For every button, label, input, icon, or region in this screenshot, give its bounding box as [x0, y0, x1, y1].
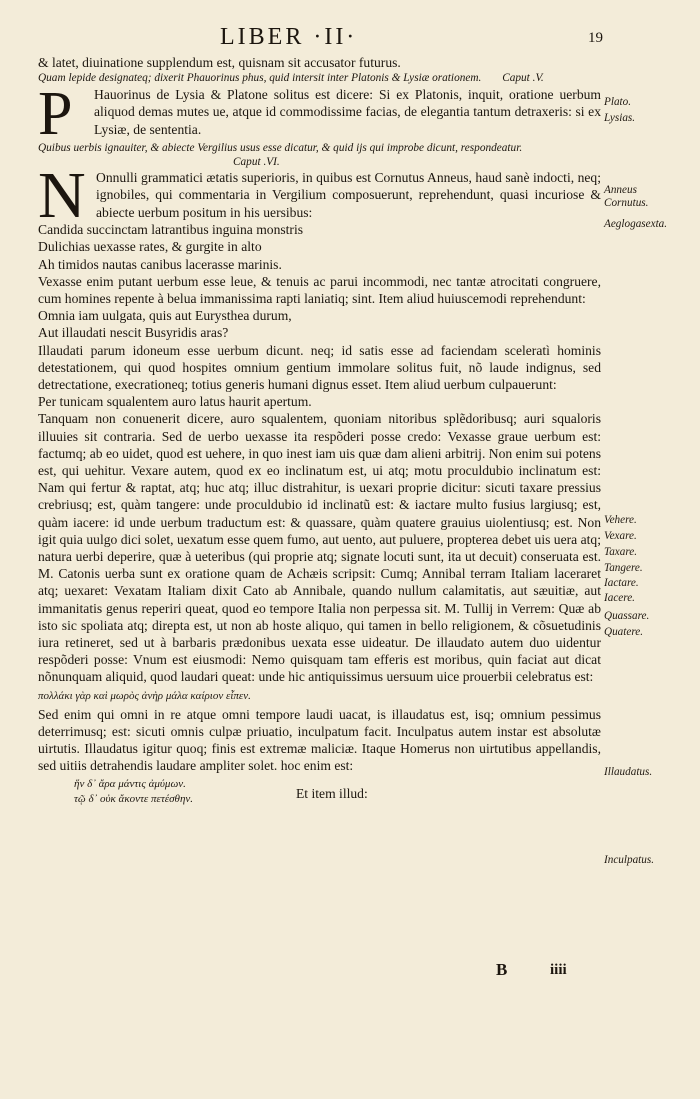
chapter-heading-text: Quibus uerbis ignauiter, & abiecte Vergilius usus esse dicatur, & quid ijs qui improbe dicunt, respondeatur. [38, 142, 523, 155]
greek-verse: ἥν δ᾽ ἄρα μάντις ἀμύμων. [74, 777, 186, 790]
margin-note: Quatere. [604, 626, 644, 638]
paragraph-text: Onnulli grammatici ætatis superioris, in quibus est Cornutus Anneus, haud sanè indocti, neq; ignobiles, qui commentaria in Vergilium composuerunt, reprehendunt, quasi incuriose & abiecte uerbum positum in his uersibus: [96, 170, 601, 220]
chapter-heading [38, 141, 601, 169]
chapter-heading-text: Quam lepide designateq; dixerit Phauorinus phus, quid intersit inter Platonis & Lysiæ orationem. [38, 72, 482, 85]
greek-quotations [74, 777, 193, 807]
chapter-number: Caput .V. [502, 72, 544, 85]
greek-verse: πολλάκι γὰρ καὶ μωρὸς ἀνὴρ μάλα καίριον εἶπεν. [38, 689, 251, 702]
margin-note: Tangere. [604, 562, 643, 574]
margin-note: Vexare. [604, 530, 637, 542]
margin-note: Illaudatus. [604, 766, 653, 778]
margin-note: Plato. [604, 96, 632, 108]
margin-note: Iactare. [604, 577, 639, 589]
verse-line: Candida succinctam latrantibus inguina monstris [38, 222, 304, 238]
signature-number: iiii [550, 962, 567, 978]
chapter-heading [38, 71, 601, 86]
book-section-title: LIBER ·II· [220, 24, 358, 50]
margin-note: Aeglogasexta. [604, 218, 668, 230]
paragraph-text: Vexasse enim putant uerbum esse leue, & tenuis ac parui incommodi, nec tantæ atrocitati congruere, cum homines repente à belua immanissima rapti laniatiq; sint. Item aliud huiuscemodi reprehendunt: [38, 273, 601, 307]
running-header [0, 24, 700, 54]
closing-row [38, 775, 601, 809]
margin-note: Anneus Cornutus. [604, 184, 649, 209]
verse-line: Omnia iam uulgata, quis aut Eurysthea durum, [38, 308, 292, 324]
verse-line: Per tunicam squalentem auro latus haurit apertum. [38, 394, 312, 410]
margin-note: Inculpatus. [604, 854, 655, 866]
paragraph-text: Sed enim qui omni in re atque omni tempore laudi uacat, is illaudatus est, isq; omnium pessimus deterrimusq; est: sicuti omnis culpæ priuatio, inculpatum facit. Inculpatus autem instar est absolutæ uirtutis. Illaudatus igitur quoq; finis est extremæ maliciæ. Itaque Homerus non uirtutibus appellandis, sed uitiis detrahendis laudare ampliter solet. hoc enim est: [38, 706, 601, 774]
text-line: & latet, diuinatione supplendum est, quisnam sit accusator futurus. [38, 55, 401, 70]
margin-note: Taxare. [604, 546, 638, 558]
signature-mark: B [496, 960, 508, 979]
verse-line: Ah timidos nautas canibus lacerasse marinis. [38, 256, 282, 272]
drop-capital: N [38, 159, 86, 233]
margin-note: Iacere. [604, 592, 635, 604]
page-number: 19 [588, 30, 603, 46]
chapter-number: Caput .VI. [233, 156, 280, 169]
main-text-block [38, 54, 601, 809]
greek-verse: τῷ δ᾽ οὐκ ἄκοντε πετέσθην. [74, 792, 194, 805]
paragraph-text: Illaudati parum idoneum esse uerbum dicunt. neq; id satis esse ad faciendam sceleratì hominis detestationem, qui quod hospites omnium gentium immolare solitus fuit, nõ laude indignus, sed detrectatione, execrationeq; totius generis humani dignus esset. Item aliud uerbum culpauerunt: [38, 342, 601, 393]
closing-phrase: Et item illud: [296, 785, 368, 801]
drop-capital: P [38, 80, 73, 149]
verse-line: Aut illaudati nescit Busyridis aras? [38, 325, 229, 341]
margin-note: Quassare. [604, 610, 650, 622]
verse-line: Dulichias uexasse rates, & gurgite in alto [38, 239, 262, 255]
margin-note: Lysias. [604, 112, 636, 124]
margin-note: Vehere. [604, 514, 637, 526]
paragraph-text: Tanquam non conuenerit dicere, auro squalentem, quoniam nitoribus splẽdoribusq; auri squaloris illuuies sit contraria. Sed de uerbo uexasse ita respõderi posse credo: Vexasse graue uerbum est: factumq; ab eo uidet, quod est uehere, in quo inest iam uis quæ dam alieni arbitrij. Non enim sui potens est, qui uehitur. Vexare autem, quod ex eo inclinatum est, ui atq; motu proculdubio inclinatum est: Nam qui fertur & raptat, atq; huc atq; illuc distrahitur, is uexari proprie dicitur: sicuti taxare pressius crebriusq; est, quàm tangere: unde proculdubio id inclinatũ est: & iactare multo fusius largiusq; est, quàm iacere: id unde uerbum traductum est: & quassare, quàm quatere grauius uiolentiusq; est. Non igit quia uulgo dici solet, uexatum esse quem fumo, aut uento, aut puluere, propterea debet uis uera atq; natura uerbi deperire, quæ à ueteribus (qui proprie atq; signate locuti sunt, ita ut decuit) conseruata est. M. Catonis uerba sunt ex oratione quam de Achæis scripsit: Cumq; Annibal terram Italiam laceraret atq; uexaret: Vexatam Italiam dixit Cato ab Annibale, quando nullum calamitatis, aut sæuitiæ, aut immanitatis genus reperiri queat, quod eo tempore Italia non perpessa sit. M. Tullij in Verrem: Quæ ab isto sic spoliata atq; direpta est, ut non ab hoste aliquo, qui tamen in bello religionem, & cõsuetudinis iura retineret, sed ut à barbaris prædonibus uexata esse uideatur. De illaudato autem duo uidentur respõderi posse: Vnum est eiusmodi: Nemo quisquam tam efferis est moribus, quin faciat aut dicat nõnunquam aliquid, quod laudari queat: unde hic antiquissimus uersuum uice prouerbii celebratus est: [38, 411, 601, 685]
paragraph-text: Hauorinus de Lysia & Platone solitus est dicere: Si ex Platonis, inquit, oratione uerbum aliquod demas mutes ue, atque id commodissime facias, de elegantia tantum detraxeris: si ex Lysiæ, de sententia. [94, 87, 601, 137]
